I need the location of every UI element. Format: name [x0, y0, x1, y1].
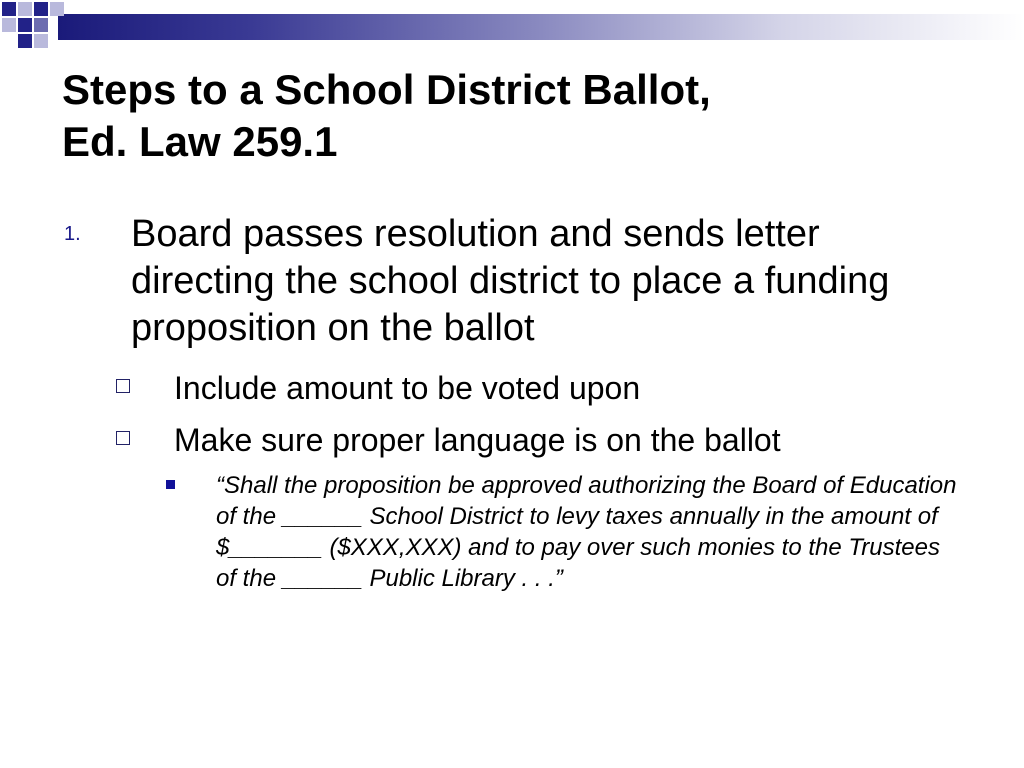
item-text: Board passes resolution and sends letter directing the school district to place a funding proposition on the ballot — [131, 213, 890, 349]
title-line-1: Steps to a School District Ballot, — [62, 66, 711, 113]
sub-bullet-text: Include amount to be voted upon — [174, 370, 641, 406]
corner-square — [18, 34, 32, 48]
hollow-square-bullet-icon — [116, 379, 130, 393]
corner-square — [18, 2, 32, 16]
corner-square — [50, 2, 64, 16]
corner-square — [18, 18, 32, 32]
corner-square — [2, 18, 16, 32]
corner-square — [2, 2, 16, 16]
hollow-square-bullet-icon — [116, 431, 130, 445]
header-gradient-band — [58, 14, 1024, 40]
corner-square — [34, 18, 48, 32]
filled-square-bullet-icon — [166, 480, 175, 489]
ballot-language-quote: “Shall the proposition be approved authorizing the Board of Education of the ______ School District to levy taxes annually in the amount of $_______ ($XXX,XXX) and to pay over such monies to the Trustees of the ______ Public Library . . .” — [216, 472, 957, 592]
slide-title — [62, 64, 962, 168]
corner-square — [34, 34, 48, 48]
item-number: 1. — [64, 223, 81, 245]
title-line-2: Ed. Law 259.1 — [62, 118, 338, 165]
corner-square — [34, 2, 48, 16]
sub-bullet-text: Make sure proper language is on the ballot — [174, 422, 781, 458]
